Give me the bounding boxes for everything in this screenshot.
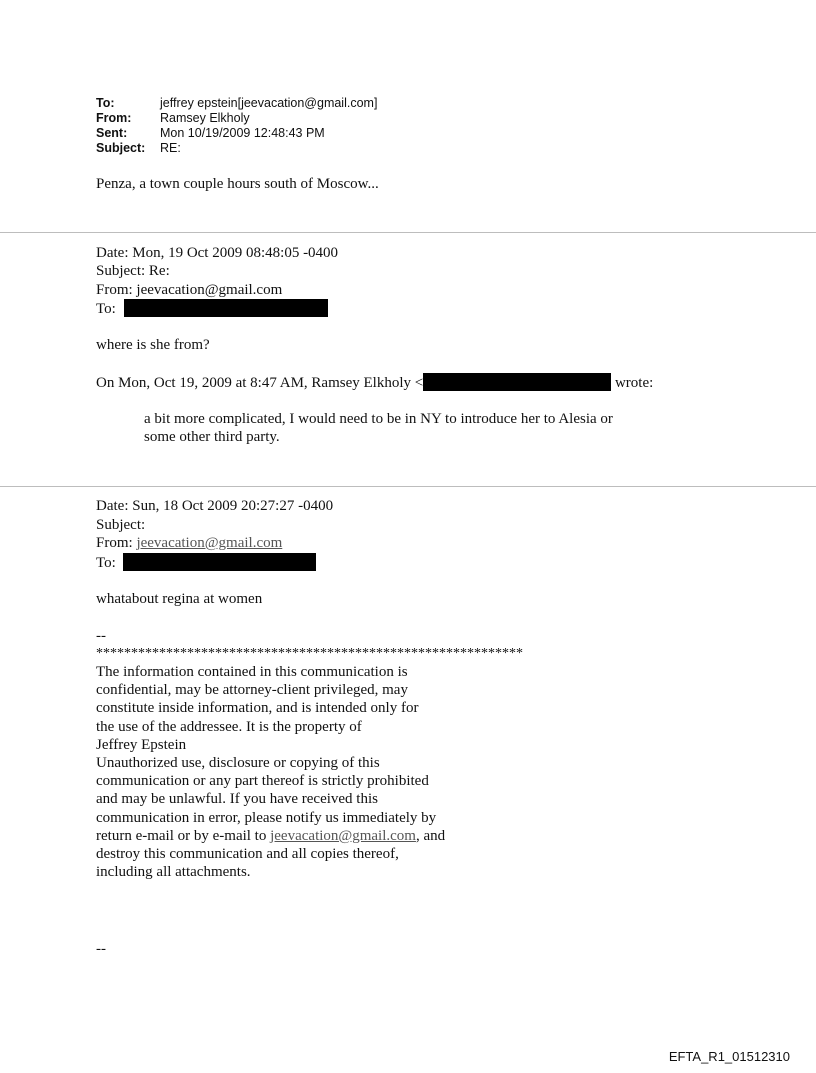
- msg2-quote-line2: some other third party.: [144, 429, 280, 445]
- header-from-value: Ramsey Elkholy: [160, 111, 250, 125]
- msg2-from: From: jeevacation@gmail.com: [96, 282, 283, 298]
- msg3-from-row: [96, 534, 282, 552]
- header-sent-row: [96, 126, 377, 141]
- header-sent-label: Sent:: [96, 126, 128, 140]
- msg2-to-label: To:: [96, 301, 116, 317]
- header-subject-row: [96, 141, 377, 156]
- header-from-row: [96, 111, 377, 126]
- disclaimer-line: communication or any part thereof is strictly prohibited: [96, 773, 429, 790]
- disclaimer-line-email: [96, 827, 445, 845]
- divider-2: [0, 486, 816, 487]
- msg2-body: where is she from?: [96, 337, 210, 353]
- header-from-label: From:: [96, 111, 132, 125]
- disclaimer-line10-prefix: return e-mail or by e-mail to: [96, 827, 267, 844]
- header-to-label: To:: [96, 96, 115, 110]
- msg3-sig-dashes: --: [96, 628, 106, 644]
- disclaimer-line: communication in error, please notify us immediately by: [96, 809, 437, 826]
- msg2-quote-intro: On Mon, Oct 19, 2009 at 8:47 AM, Ramsey Elkholy <: [96, 375, 424, 391]
- disclaimer-line: including all attachments.: [96, 864, 251, 881]
- disclaimer-line: Jeffrey Epstein: [96, 736, 187, 753]
- msg3-subject: Subject:: [96, 517, 146, 533]
- header-subject-label: Subject:: [96, 141, 146, 155]
- header-to-row: [96, 96, 377, 111]
- divider-1: [0, 232, 816, 233]
- redaction-bar: [124, 299, 328, 317]
- msg3-stars: *************************************************************: [96, 646, 523, 661]
- header-to-value: jeffrey epstein[jeevacation@gmail.com]: [160, 96, 378, 110]
- reply-body: Penza, a town couple hours south of Moscow...: [96, 176, 379, 192]
- disclaimer-line: confidential, may be attorney-client privileged, may: [96, 682, 408, 699]
- disclaimer-line: and may be unlawful. If you have received this: [96, 791, 378, 808]
- end-dashes: --: [96, 941, 106, 957]
- msg3-from-label: From:: [96, 535, 133, 551]
- disclaimer-line10-suffix: , and: [415, 827, 446, 844]
- document-id: EFTA_R1_01512310: [668, 1049, 790, 1064]
- disclaimer-line: The information contained in this communication is: [96, 664, 408, 680]
- msg3-body: whatabout regina at women: [96, 591, 263, 607]
- header-subject-value: RE:: [160, 141, 181, 155]
- msg3-from-email-link[interactable]: jeevacation@gmail.com: [136, 535, 283, 551]
- header-sent-value: Mon 10/19/2009 12:48:43 PM: [160, 126, 325, 140]
- redaction-bar: [123, 553, 316, 571]
- redaction-bar: [423, 373, 611, 391]
- msg3-to-row: [96, 553, 316, 572]
- disclaimer-email-link[interactable]: jeevacation@gmail.com: [270, 827, 416, 844]
- disclaimer: [96, 663, 445, 881]
- disclaimer-line: Unauthorized use, disclosure or copying of this: [96, 755, 380, 772]
- disclaimer-line: constitute inside information, and is intended only for: [96, 700, 419, 717]
- email-header: [96, 96, 377, 156]
- msg2-to-row: [96, 299, 328, 318]
- msg3-date: Date: Sun, 18 Oct 2009 20:27:27 -0400: [96, 498, 334, 514]
- msg2-quote-end: wrote:: [614, 375, 654, 391]
- disclaimer-line: destroy this communication and all copies thereof,: [96, 846, 399, 863]
- msg2-subject: Subject: Re:: [96, 263, 170, 279]
- msg2-date: Date: Mon, 19 Oct 2009 08:48:05 -0400: [96, 245, 339, 261]
- disclaimer-line: the use of the addressee. It is the property of: [96, 718, 362, 735]
- msg3-to-label: To:: [96, 555, 116, 571]
- msg2-quote-line1: a bit more complicated, I would need to be in NY to introduce her to Alesia or: [144, 411, 613, 427]
- msg2-quote-intro-row: [96, 373, 653, 392]
